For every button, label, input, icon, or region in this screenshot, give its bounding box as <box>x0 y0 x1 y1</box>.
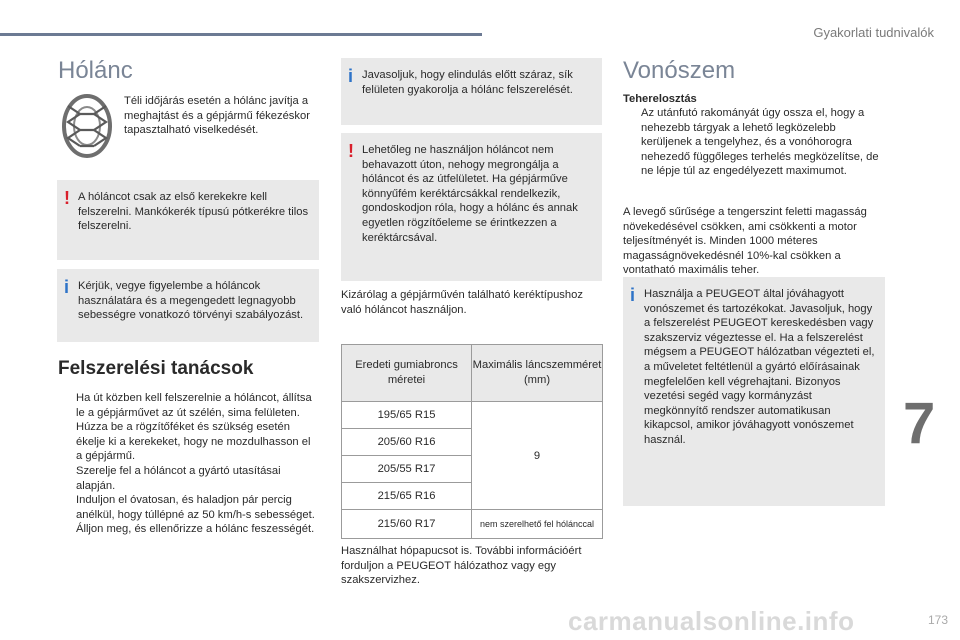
not-fittable-cell: nem szerelhető fel hólánccal <box>472 510 603 539</box>
column-header-tyre-size: Eredeti gumiabroncs méretei <box>342 345 472 402</box>
list-item: Szerelje fel a hóláncot a gyártó utasításai alapján. <box>76 464 281 492</box>
info-icon: i <box>630 285 636 305</box>
tyre-size-cell: 215/60 R17 <box>342 510 472 539</box>
watermark: carmanualsonline.info <box>568 606 855 636</box>
altitude-text: A levegő sűrűsége a tengerszint feletti magasság növekedésével csökken, ami csökkenti a motor teljesítményét is. Minden 1000 méteres magasságnövekedésnél 10%-kal csökken a vontatható maximális teher. <box>623 206 867 277</box>
towing-eye-title: Vonószem <box>623 57 736 84</box>
info-box-regulations <box>57 269 319 342</box>
snow-chain-title: Hólánc <box>58 57 133 84</box>
list-item: Induljon el óvatosan, és haladjon pár percig anélkül, hogy túllépné az 50 km/h-s sebességet. <box>76 494 315 521</box>
warning-box-front-wheels <box>57 180 319 260</box>
mounting-advice-list <box>58 391 318 537</box>
info-text: Használja a PEUGEOT által jóváhagyott vonószemet és tartozékokat. Javasoljuk, hogy a felszerelést PEUGEOT kereskedésben vagy szakszerviz végeztesse el. Ha a felszerelést mégsem a PEUGEOT hálózatban végezteti el, a műveletet feltétlenül a gyártó előírásainak megfelelően kell végrehajtani. Bizonyos vezetési segéd vagy kormányzást megkönnyítő rendszer automatikusan kikapcsol, amikor jóváhagyott vonószemet használ. <box>644 288 875 446</box>
load-distribution-list <box>623 106 885 179</box>
list-item: Húzza be a rögzítőféket és szükség esetén ékelje ki a kerekeket, hogy ne mozdulhasson el a gépjármű. <box>76 421 311 463</box>
chain-size-table <box>341 344 603 539</box>
list-item: Álljon meg, és ellenőrizze a hólánc feszességét. <box>76 523 315 536</box>
info-text: Kérjük, vegye figyelembe a hóláncok használatára és a megengedett legnagyobb sebességre vonatkozó törvényi szabályozást. <box>78 280 304 322</box>
warning-text: A hóláncot csak az első kerekekre kell felszerelni. Mankókerék típusú pótkerékre tilos felszerelni. <box>78 191 309 233</box>
info-text: Javasoljuk, hogy elindulás előtt száraz, sík felületen gyakorolja a hólánc felszerelését. <box>362 69 573 96</box>
table-row <box>342 510 603 539</box>
warning-box-road-damage <box>341 133 602 281</box>
max-link-size-cell: 9 <box>472 402 603 510</box>
column-header-link-size: Maximális láncszemméret (mm) <box>472 345 603 402</box>
table-row <box>342 402 603 429</box>
mounting-advice-heading: Felszerelési tanácsok <box>58 358 254 379</box>
info-icon: i <box>64 277 70 297</box>
snow-chain-intro: Téli időjárás esetén a hólánc javítja a meghajtást és a gépjármű fékezéskor tapasztalható viselkedését. <box>124 95 310 137</box>
list-item: Ha út közben kell felszerelnie a hóláncot, állítsa le a gépjárművet az út szélén, sima felületen. <box>76 392 312 419</box>
table-header-row <box>342 345 603 402</box>
chapter-number: 7 <box>903 391 936 456</box>
info-box-practice <box>341 58 602 125</box>
warning-icon: ! <box>64 188 70 208</box>
tyre-size-cell: 215/65 R16 <box>342 483 472 510</box>
tyre-size-cell: 205/60 R16 <box>342 429 472 456</box>
page-number: 173 <box>927 613 948 627</box>
info-box-towing-eye <box>623 277 885 506</box>
section-title: Gyakorlati tudnivalók <box>813 25 934 40</box>
tyre-size-cell: 195/65 R15 <box>342 402 472 429</box>
header-bar <box>0 33 482 36</box>
load-distribution-heading: Teherelosztás <box>623 93 697 105</box>
info-icon: i <box>348 66 354 86</box>
table-intro-text: Kizárólag a gépjárművén található keréktípushoz való hóláncot használjon. <box>341 289 583 316</box>
warning-icon: ! <box>348 141 354 161</box>
warning-text: Lehetőleg ne használjon hóláncot nem behavazott úton, nehogy megrongálja a hóláncot és az útfelületet. Ha gépjárműve könnyűfém keréktárcsákkal rendelkezik, gondoskodjon róla, hogy a hólánc és annak egyetlen rögzítőeleme se érintkezzen a keréktárcsával. <box>362 144 578 244</box>
snow-socks-note: Használhat hópapucsot is. További információért forduljon a PEUGEOT hálózathoz vagy egy szakszervizhez. <box>341 545 582 587</box>
tyre-size-cell: 205/55 R17 <box>342 456 472 483</box>
tyre-chain-icon <box>60 92 114 160</box>
list-item: Az utánfutó rakományát úgy ossza el, hogy a nehezebb tárgyak a lehető legközelebb kerüljenek a tengelyhez, és a vonóhorogra nehezedő függőleges terhelés megközelítse, de ne lépje túl az engedélyezett maximumot. <box>641 107 879 178</box>
